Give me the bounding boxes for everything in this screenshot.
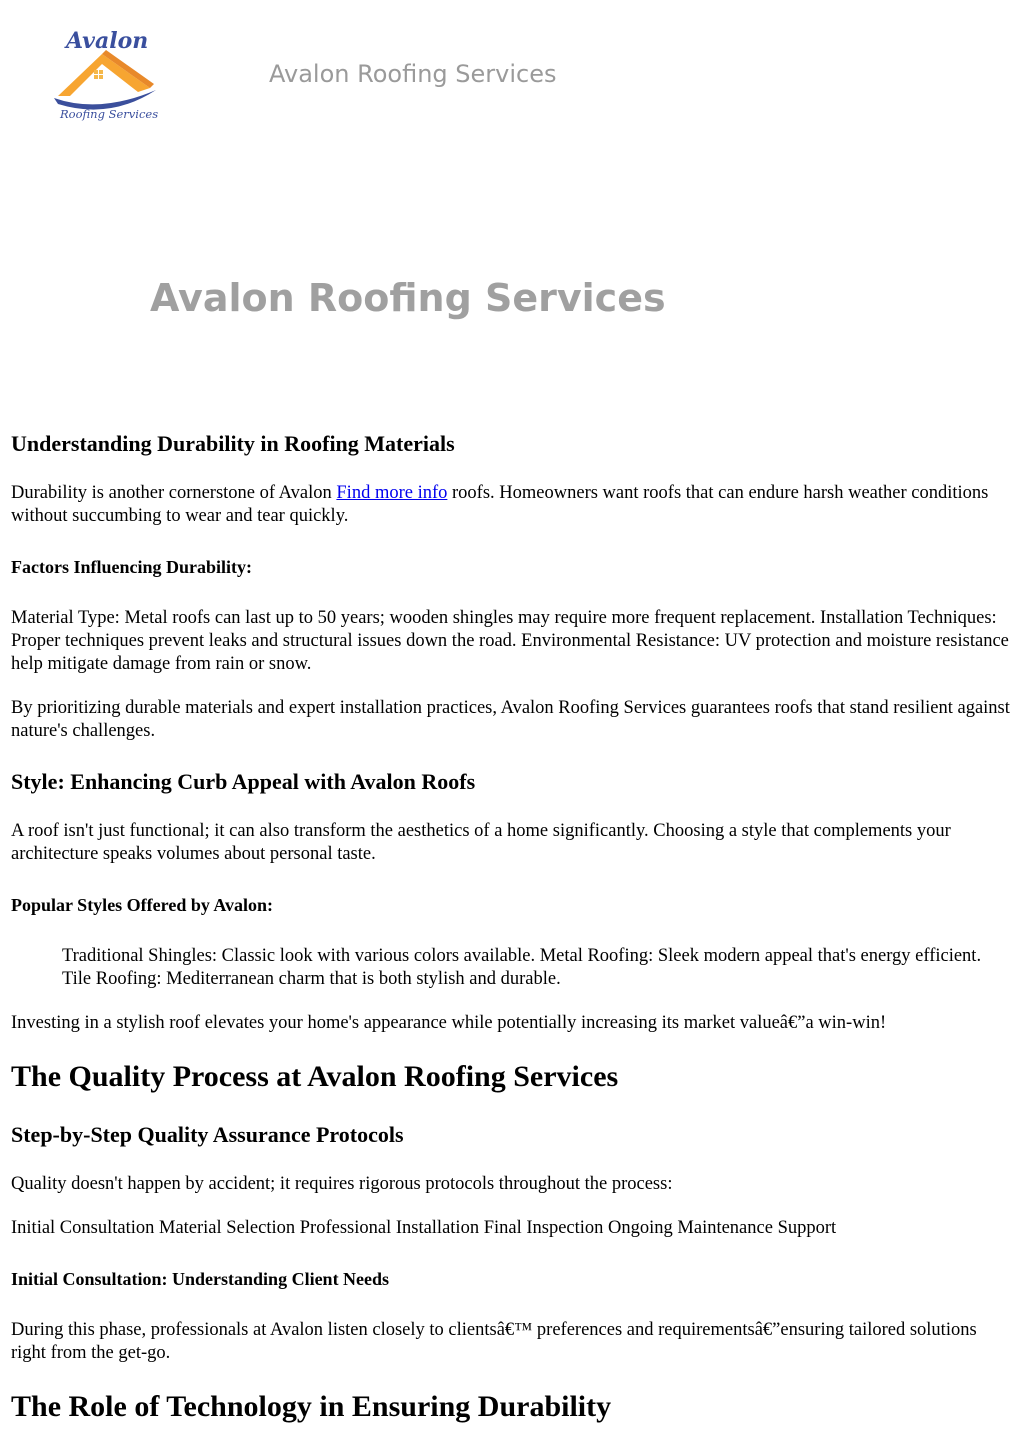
logo-text-bottom: Roofing Services	[60, 107, 159, 121]
style-heading: Style: Enhancing Curb Appeal with Avalon Roofs	[11, 769, 476, 794]
factors-heading: Factors Influencing Durability:	[11, 557, 252, 577]
protocols-heading: Step-by-Step Quality Assurance Protocols	[11, 1122, 404, 1147]
durability-intro-after-link: roofs. Homeowners want roofs that can endure harsh weather conditions without succumbing to wear and tear quickly.	[11, 483, 989, 526]
technology-heading: The Role of Technology in Ensuring Durability	[11, 1390, 612, 1423]
factors-paragraph: Material Type: Metal roofs can last up to 50 years; wooden shingles may require more frequent replacement. Installation Techniques: Proper techniques prevent leaks and structural issues down the road. Environmental Resistance: UV protection and moisture resistance help mitigate damage from rain or snow.	[11, 608, 1009, 674]
consultation-paragraph: During this phase, professionals at Avalon listen closely to clientsâ€™ preferences and requirementsâ€”ensuring tailored solutions right from the get-go.	[11, 1320, 977, 1363]
styles-paragraph: Traditional Shingles: Classic look with various colors available. Metal Roofing: Sleek modern appeal that's energy efficient. Tile Roofing: Mediterranean charm that is both stylish and durable.	[62, 946, 982, 989]
protocols-steps-paragraph: Initial Consultation Material Selection Professional Installation Final Inspection Ongoing Maintenance Support	[11, 1218, 837, 1238]
logo-graphic	[50, 24, 160, 126]
protocols-intro-paragraph: Quality doesn't happen by accident; it requires rigorous protocols throughout the process:	[11, 1174, 673, 1194]
durability-intro-paragraph	[11, 482, 1011, 528]
site-title: Avalon Roofing Services	[269, 60, 557, 88]
style-intro-paragraph: A roof isn't just functional; it can also transform the aesthetics of a home significantly. Choosing a style that complements your architecture speaks volumes about personal taste.	[11, 821, 951, 864]
style-conclusion-paragraph: Investing in a stylish roof elevates your home's appearance while potentially increasing its market valueâ€”a win-win!	[11, 1013, 887, 1033]
hero-title: Avalon Roofing Services	[150, 276, 666, 320]
durability-conclusion-paragraph: By prioritizing durable materials and expert installation practices, Avalon Roofing Services guarantees roofs that stand resilient against nature's challenges.	[11, 698, 1010, 741]
styles-heading: Popular Styles Offered by Avalon:	[11, 895, 274, 915]
company-logo[interactable]	[50, 24, 160, 126]
find-more-info-link[interactable]: Find more info	[336, 483, 448, 503]
quality-process-heading: The Quality Process at Avalon Roofing Services	[11, 1060, 619, 1093]
consultation-heading: Initial Consultation: Understanding Client Needs	[11, 1269, 390, 1289]
logo-text-top: Avalon	[66, 28, 149, 54]
durability-intro-before-link: Durability is another cornerstone of Avalon	[11, 483, 337, 503]
durability-heading: Understanding Durability in Roofing Materials	[11, 431, 455, 456]
